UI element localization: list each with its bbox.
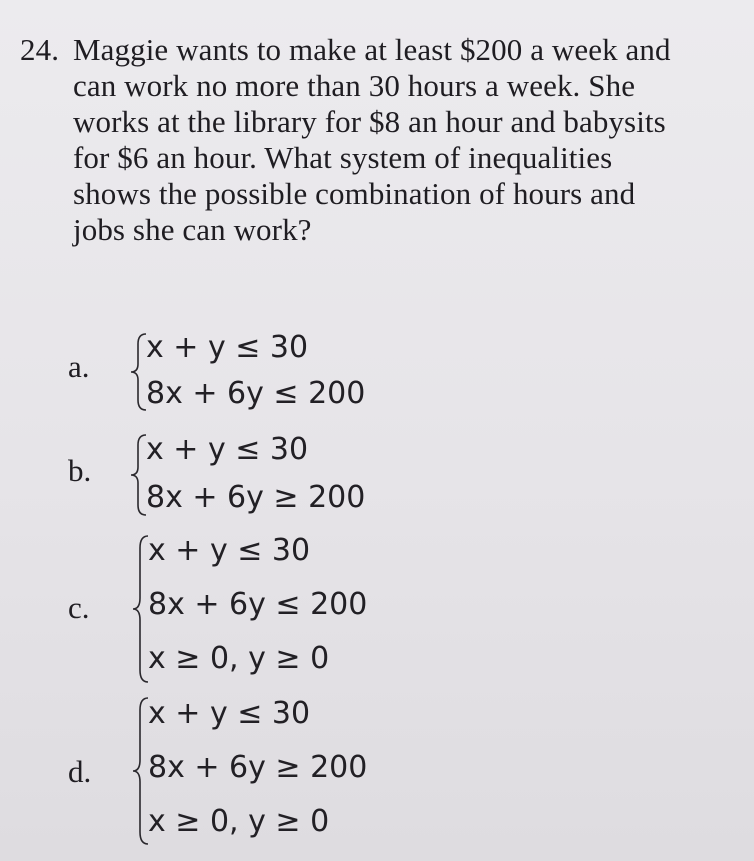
question-line-2: can work no more than 30 hours a week. She	[73, 68, 636, 103]
option-letter: a.	[68, 349, 90, 384]
left-brace-icon	[128, 332, 148, 412]
left-brace-icon	[130, 696, 150, 846]
equation-1: x + y ≤ 30	[148, 696, 311, 731]
question-line-1: Maggie wants to make at least $200 a week and	[73, 32, 671, 67]
option-letter: b.	[68, 453, 92, 488]
equation-3: x ≥ 0, y ≥ 0	[148, 804, 330, 839]
question-line-5: shows the possible combination of hours and	[73, 176, 636, 211]
equation-2: 8x + 6y ≥ 200	[146, 480, 366, 515]
left-brace-icon	[128, 433, 148, 517]
option-letter: d.	[68, 754, 92, 789]
equation-1: x + y ≤ 30	[148, 533, 311, 568]
equation-2: 8x + 6y ≤ 200	[146, 376, 366, 411]
equation-1: x + y ≤ 30	[146, 330, 309, 365]
left-brace-icon	[130, 534, 150, 684]
equation-3: x ≥ 0, y ≥ 0	[148, 641, 330, 676]
option-letter: c.	[68, 590, 90, 625]
question-number: 24.	[20, 32, 60, 67]
equation-2: 8x + 6y ≥ 200	[148, 750, 368, 785]
question-line-4: for $6 an hour. What system of inequalities	[73, 140, 613, 175]
question-line-6: jobs she can work?	[73, 212, 312, 247]
equation-2: 8x + 6y ≤ 200	[148, 587, 368, 622]
equation-1: x + y ≤ 30	[146, 432, 309, 467]
question-line-3: works at the library for $8 an hour and babysits	[73, 104, 666, 139]
